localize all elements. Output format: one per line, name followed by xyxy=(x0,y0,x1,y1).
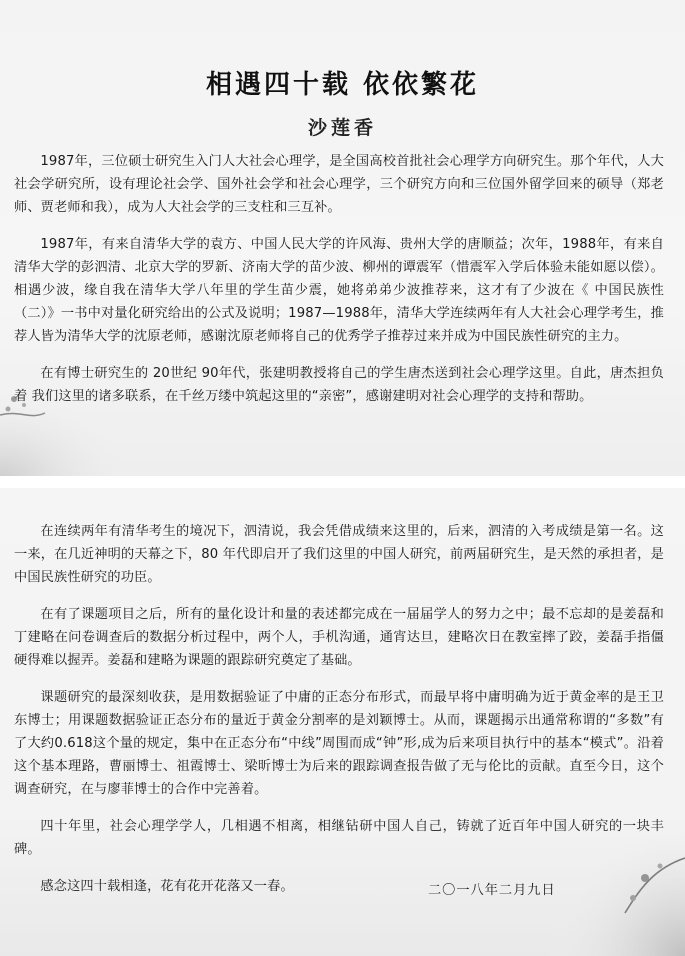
paragraph: 四十年里，社会心理学学人，几相遇不相离，相继钻研中国人自己，铸就了近百年中国人研究的一块丰碑。 xyxy=(14,819,664,857)
article-page-2 xyxy=(0,488,685,956)
paragraph: 1987年，有来自清华大学的袁方、中国人民大学的许风海、贵州大学的唐顺益；次年，1988年，有来自清华大学的彭泗清、北京大学的罗新、济南大学的苗少波、柳州的谭震军（惜震军入学后体验未能如愿以偿）。相遇少波，缘自我在清华大学八年里的学生苗少震，她将弟弟少波推荐来，这才有了少波在《 中国民族性（二）》一书中对量化研究给出的公式及说明；1987—1988年，清华大学连续两年有人大社会心理学考生，推荐人皆为清华大学的沈原老师，感谢沈原老师将自己的优秀学子推荐过来并成为中国民族性研究的主力。 xyxy=(14,237,664,344)
signature-date: 二〇一八年二月九日 xyxy=(428,883,556,898)
paragraph: 在连续两年有清华考生的境况下，泗清说，我会凭借成绩来这里的，后来，泗清的入考成绩是第一名。这一来，在几近神明的天幕之下，80 年代即启开了我们这里的中国人研究，前两届研究生，是天然的承担者，是中国民族性研究的功臣。 xyxy=(14,524,664,585)
paragraph: 感念这四十载相逢，花有花开花落又一春。 xyxy=(40,879,294,894)
paragraph: 课题研究的最深刻收获，是用数据验证了中庸的正态分布形式，而最早将中庸明确为近于黄金率的是王卫东博士；用课题数据验证正态分布的量近于黄金分割率的是刘颖博士。从而，课题揭示出通常称谓的“多数”有了大约0.618这个量的规定，集中在正态分布“中线”周围而成“钟”形,成为后来项目执行中的基本“模式”。沿着这个基本理路，曹丽博士、祖霞博士、梁昕博士为后来的跟踪调查报告做了无与伦比的贡献。直至今日，这个调查研究，在与廖菲博士的合作中完善着。 xyxy=(14,690,664,797)
article-body-part-1 xyxy=(14,150,664,422)
paragraph: 1987年，三位硕士研究生入门人大社会心理学，是全国高校首批社会心理学方向研究生。那个年代，人大社会学研究所，设有理论社会学、国外社会学和社会心理学，三个研究方向和三位国外留学回来的硕导（郑老师、贾老师和我），成为人大社会学的三支柱和三互补。 xyxy=(14,154,664,215)
page-separator xyxy=(0,476,685,488)
paragraph: 在有了课题项目之后，所有的量化设计和量的表述都完成在一届届学人的努力之中；最不忘却的是姜磊和丁建略在问卷调查后的数据分析过程中，两个人，手机沟通，通宵达旦，建略次日在教室摔了跤，姜磊手指僵硬得难以握弄。姜磊和建略为课题的跟踪研究奠定了基础。 xyxy=(14,607,664,668)
article-title: 相遇四十载 依依繁花 xyxy=(205,70,480,100)
article-page-1 xyxy=(0,0,685,476)
paragraph: 在有博士研究生的 20世纪 90年代，张建明教授将自己的学生唐杰送到社会心理学这里。自此，唐杰担负着 我们这里的诸多联系，在千丝万缕中筑起这里的“亲密”，感谢建明对社会心理学的支持和帮助。 xyxy=(14,366,664,404)
article-body-part-2 xyxy=(14,520,664,912)
author-name: 沙莲香 xyxy=(307,117,377,139)
